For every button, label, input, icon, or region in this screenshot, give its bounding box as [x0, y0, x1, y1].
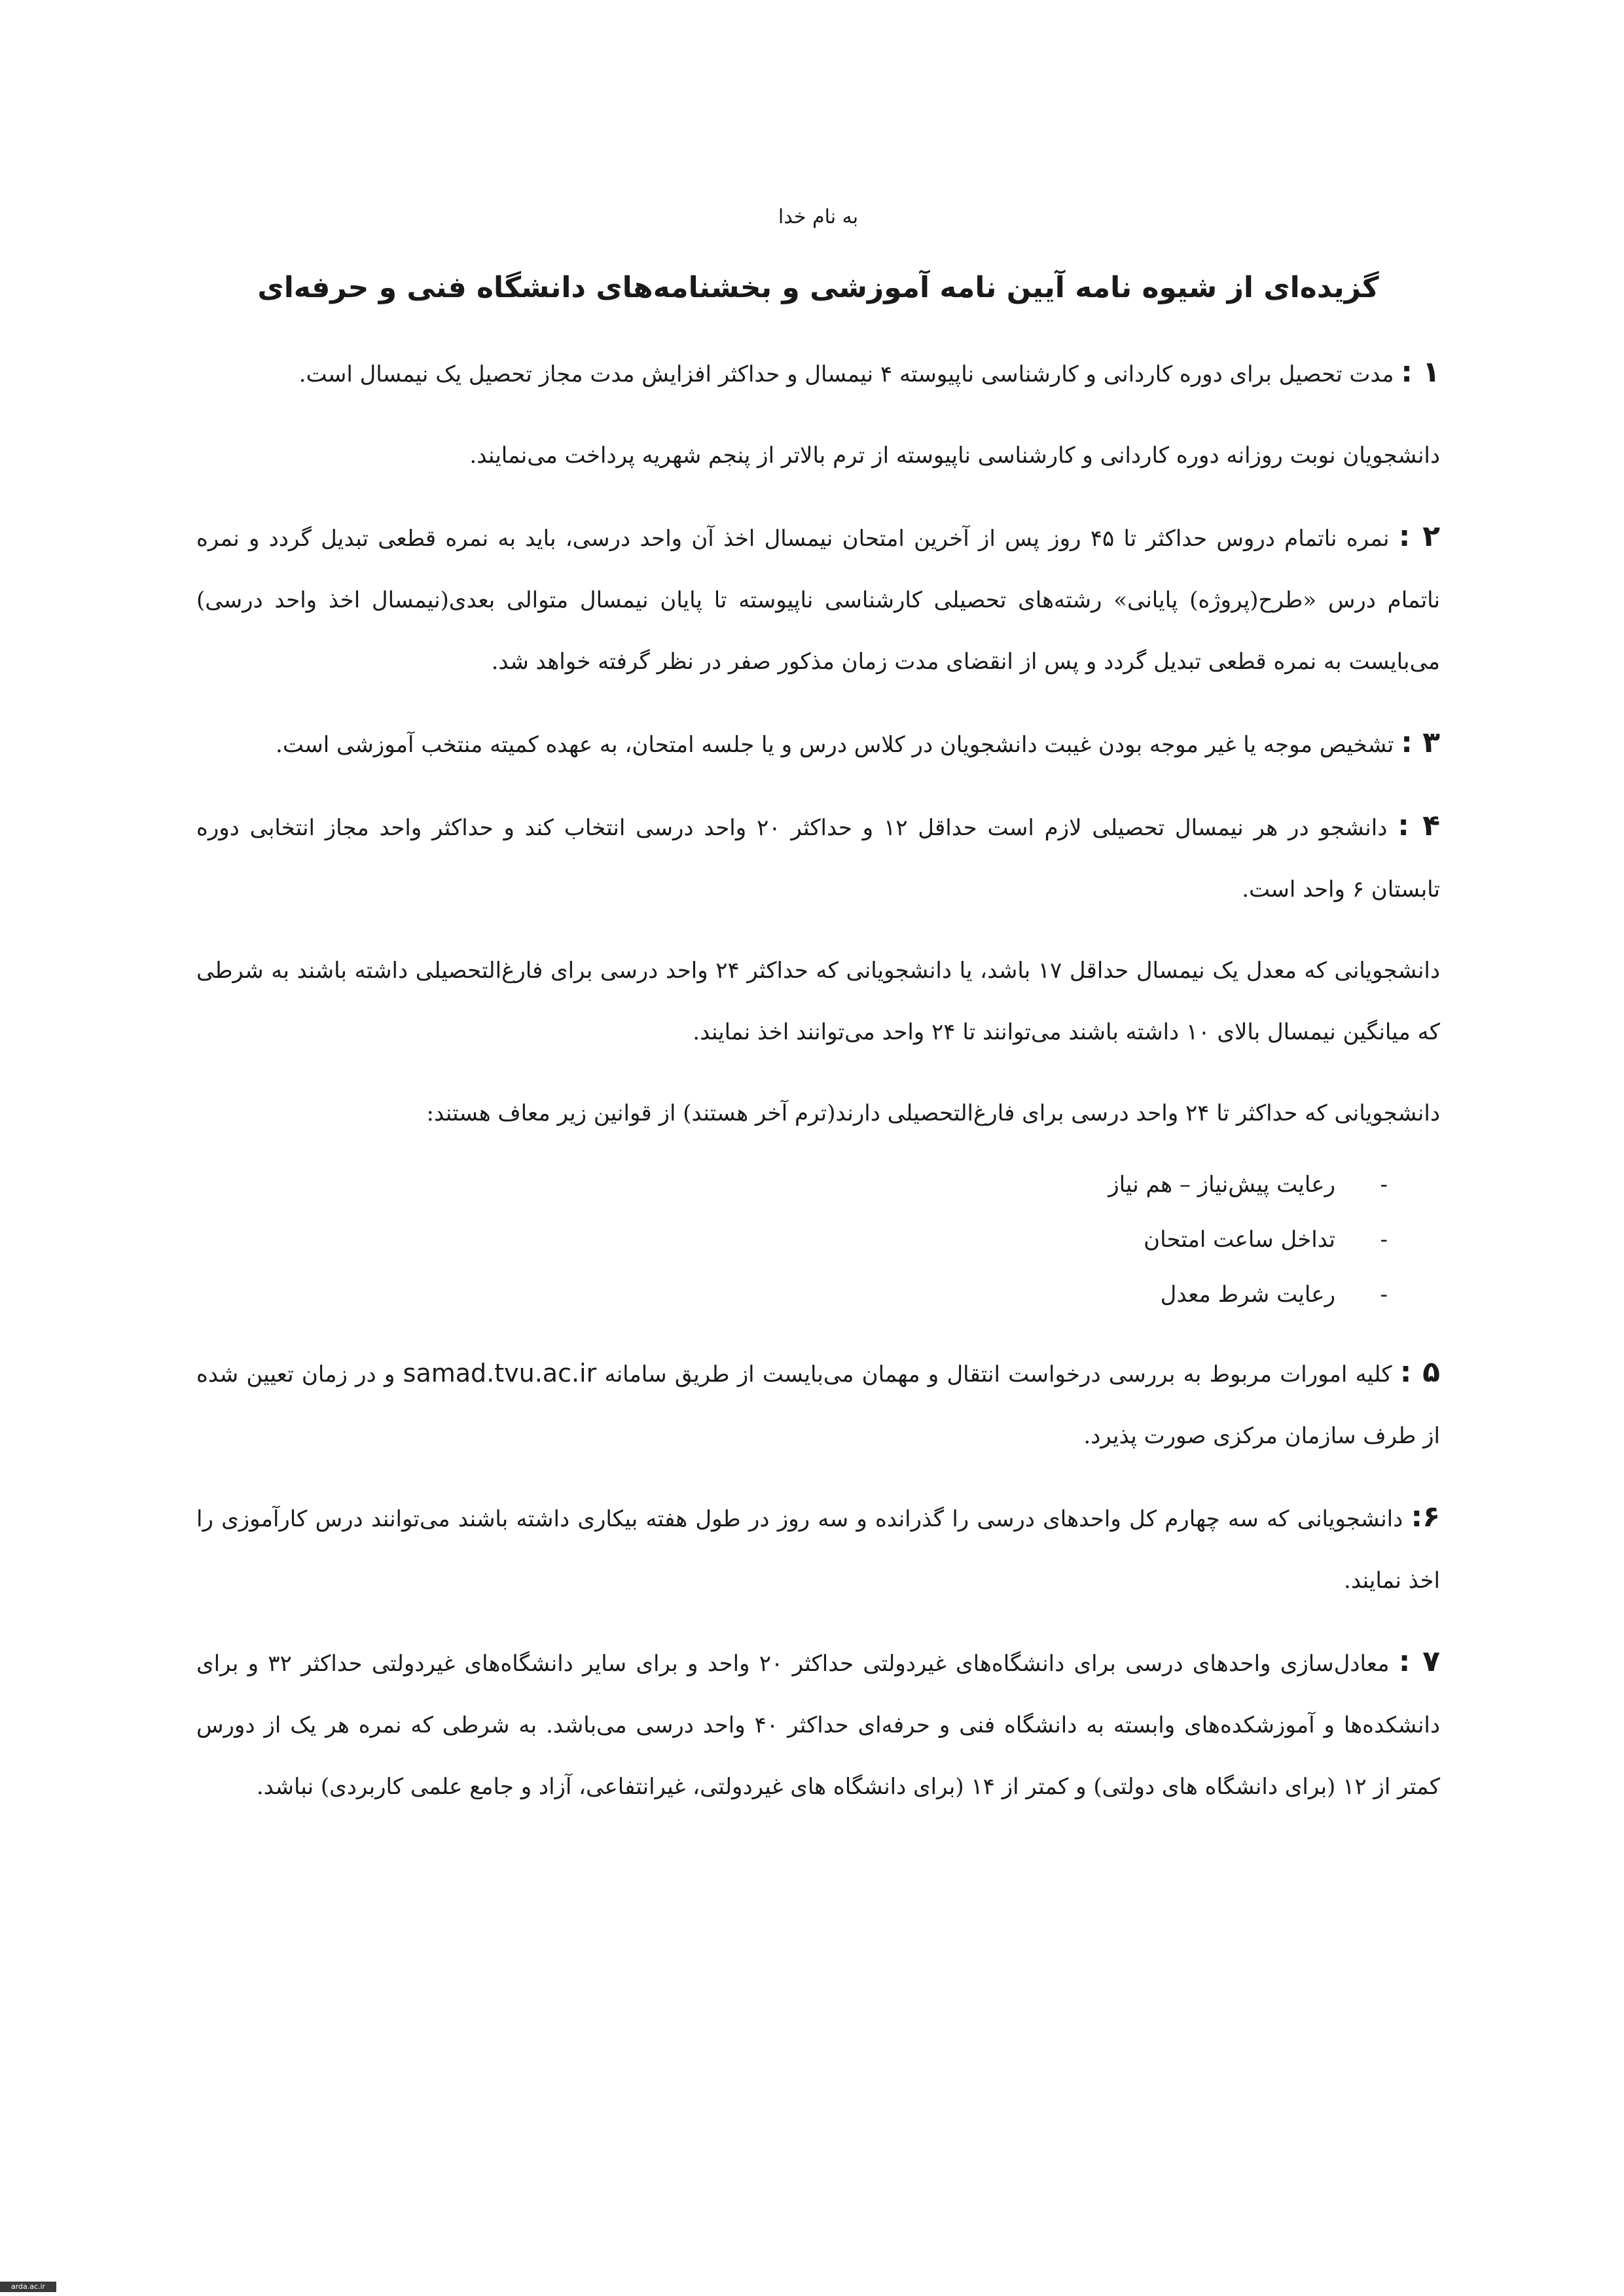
exemption-list: [196, 1157, 1440, 1322]
item-number: ۲ :: [1398, 520, 1441, 553]
item-1-note: [196, 425, 1440, 486]
header-bismillah: به نام خدا: [778, 206, 859, 228]
item-text: نمره ناتمام دروس حداکثر تا ۴۵ روز پس از آخرین امتحان نیمسال اخذ آن واحد درسی، باید به نمره قطعی تبدیل گردد و نمره ناتمام درس «طرح(پروژه) پایانی» رشته‌های تحصیلی کارشناسی ناپیوسته تا پایان نیمسال متوالی بعدی(نیمسال اخذ واحد درسی) می‌بایست به نمره قطعی تبدیل گردد و پس از انقضای مدت زمان مذکور صفر در نظر گرفته خواهد شد.: [196, 526, 1440, 675]
item-text: تشخیص موجه یا غیر موجه بودن غیبت دانشجویان در کلاس درس و یا جلسه امتحان، به عهده کمیته منتخب آموزشی است.: [276, 732, 1401, 758]
list-item: - رعایت پیش‌نیاز – هم نیاز: [196, 1157, 1388, 1212]
item-number: ۶:: [1411, 1500, 1440, 1534]
item-text: دانشجویانی که سه چهارم کل واحدهای درسی را گذرانده و سه روز در طول هفته بیکاری داشته باشند می‌توانند درس کارآموزی را اخذ نمایند.: [196, 1506, 1440, 1594]
item-2: [196, 506, 1440, 692]
item-text: دانشجویان نوبت روزانه دوره کاردانی و کارشناسی ناپیوسته از ترم بالاتر از پنجم شهریه پرداخت می‌نمایند.: [469, 442, 1440, 469]
item-4-exemptions-intro: [196, 1083, 1440, 1144]
item-number: ۴ :: [1398, 809, 1440, 842]
item-text: دانشجویانی که حداکثر تا ۲۴ واحد درسی برای فارغ‌التحصیلی دارند(ترم آخر هستند) از قوانین زیر معاف هستند:: [426, 1100, 1440, 1126]
document-page: [196, 196, 1440, 1837]
item-4: [196, 795, 1440, 920]
item-text: دانشجویانی که معدل یک نیمسال حداقل ۱۷ باشد، یا دانشجویانی که حداکثر ۲۴ واحد درسی برای فارغ‌التحصیلی داشته باشند به شرطی که میانگین نیمسال بالای ۱۰ داشته باشند می‌توانند تا ۲۴ واحد می‌توانند اخذ نمایند.: [196, 958, 1441, 1045]
dash-bullet: -: [1380, 1172, 1388, 1198]
list-item: - تداخل ساعت امتحان: [196, 1212, 1388, 1267]
samad-website-link[interactable]: samad.tvu.ac.ir: [403, 1359, 597, 1388]
site-watermark: arda.ac.ir: [0, 2282, 56, 2292]
item-number: ۱ :: [1401, 355, 1440, 389]
item-6: [196, 1486, 1440, 1611]
item-text: مدت تحصیل برای دوره کاردانی و کارشناسی ناپیوسته ۴ نیمسال و حداکثر افزایش مدت مجاز تحصیل یک نیمسال است.: [298, 361, 1401, 387]
item-5: ۵ : کلیه امورات مربوط به بررسی درخواست انتقال و مهمان می‌بایست از طریق سامانه samad.tvu.ac.ir و در زمان تعیین شده از طرف سازمان مرکزی صورت پذیرد.: [196, 1355, 1441, 1449]
item-number: ۵ :: [1399, 1355, 1441, 1389]
item-1: [196, 342, 1440, 405]
item-3: [196, 712, 1440, 776]
dash-bullet: -: [1380, 1227, 1388, 1253]
item-text: معادل‌سازی واحدهای درسی برای دانشگاه‌های غیردولتی حداکثر ۲۰ واحد و برای سایر دانشگاه‌های غیردولتی حداکثر ۳۲ و برای دانشکده‌ها و آموزشکده‌های وابسته به دانشگاه فنی و حرفه‌ای حداکثر ۴۰ واحد درسی می‌باشد. به شرطی که نمره هر یک از دورس کمتر از ۱۲ (برای دانشگاه های دولتی) و کمتر از ۱۴ (برای دانشگاه های غیردولتی، غیرانتفاعی، آزاد و جامع علمی کاربردی) نباشد.: [196, 1651, 1441, 1800]
item-number: ۷ :: [1398, 1645, 1440, 1678]
item-number: ۳ :: [1401, 726, 1440, 759]
item-7: [196, 1631, 1440, 1818]
item-text: دانشجو در هر نیمسال تحصیلی لازم است حداقل ۱۲ و حداکثر ۲۰ واحد درسی انتخاب کند و حداکثر واحد مجاز انتخابی دوره تابستان ۶ واحد است.: [196, 815, 1440, 903]
item-4-note: [196, 940, 1440, 1063]
dash-bullet: -: [1380, 1282, 1388, 1308]
list-item: - رعایت شرط معدل: [196, 1267, 1388, 1322]
document-title: گزیده‌ای از شیوه نامه آیین نامه آموزشی و بخشنامه‌های دانشگاه فنی و حرفه‌ای: [257, 271, 1379, 304]
